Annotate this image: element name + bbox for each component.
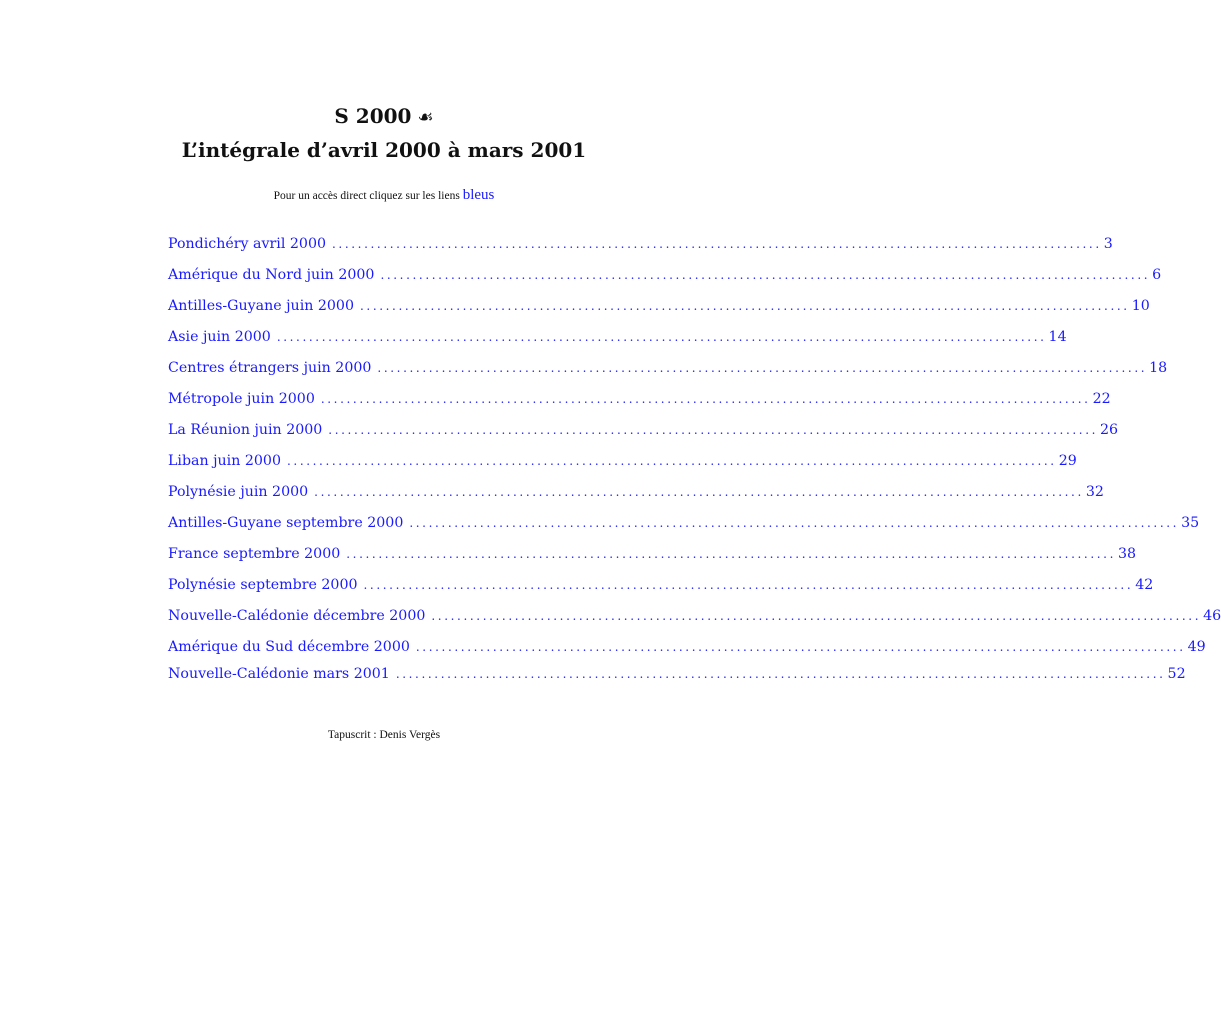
toc-leader-dots: ........................................................................................................................ (415, 640, 1186, 654)
toc-leader-dots: ........................................................................................................................ (377, 361, 1148, 375)
toc-page-number: 10 (1131, 298, 1150, 314)
toc-link[interactable] (168, 666, 1186, 693)
toc-page-number: 35 (1181, 515, 1200, 531)
toc-leader-dots: ........................................................................................................................ (346, 547, 1116, 561)
toc-label: France septembre 2000 (168, 546, 341, 562)
toc-page-number: 49 (1187, 639, 1206, 655)
toc-leader-dots: ........................................................................................................................ (359, 299, 1130, 313)
toc-link[interactable] (168, 484, 1104, 515)
toc-label: Nouvelle-Calédonie décembre 2000 (168, 608, 426, 624)
toc-leader-dots: ........................................................................................................................ (314, 485, 1084, 499)
table-of-contents (168, 236, 1221, 693)
toc-label: Polynésie septembre 2000 (168, 577, 358, 593)
toc-link[interactable] (168, 453, 1077, 484)
toc-page-number: 26 (1100, 422, 1119, 438)
toc-page-number: 32 (1085, 484, 1104, 500)
toc-leader-dots: ........................................................................................................................ (276, 330, 1047, 344)
fleuron-ornament-icon: ☙ (417, 107, 434, 128)
toc-link[interactable] (168, 267, 1162, 298)
title-text: S 2000 (334, 104, 412, 128)
toc-link[interactable] (168, 577, 1154, 608)
toc-leader-dots: ........................................................................................................................ (431, 609, 1202, 623)
toc-page-number: 46 (1203, 608, 1221, 624)
toc-label: Nouvelle-Calédonie mars 2001 (168, 666, 390, 682)
toc-label: Métropole juin 2000 (168, 391, 315, 407)
toc-link[interactable] (168, 515, 1200, 546)
toc-link[interactable] (168, 422, 1119, 453)
intro-link-word: bleus (462, 187, 495, 203)
toc-label: Centres étrangers juin 2000 (168, 360, 372, 376)
toc-page-number: 22 (1092, 391, 1111, 407)
toc-page-number: 52 (1167, 666, 1186, 682)
toc-leader-dots: ........................................................................................................................ (332, 237, 1102, 251)
toc-label: La Réunion juin 2000 (168, 422, 323, 438)
toc-link[interactable] (168, 639, 1206, 666)
toc-page-number: 3 (1103, 236, 1113, 252)
author-credit: Tapuscrit : Denis Vergès (327, 729, 441, 741)
toc-link[interactable] (168, 546, 1137, 577)
toc-page-number: 42 (1135, 577, 1154, 593)
toc-label: Pondichéry avril 2000 (168, 236, 327, 252)
toc-page-number: 38 (1118, 546, 1137, 562)
toc-page-number: 6 (1152, 267, 1162, 283)
toc-leader-dots: ........................................................................................................................ (286, 454, 1057, 468)
document-header (0, 100, 768, 166)
toc-link[interactable] (168, 360, 1168, 391)
intro-instruction (0, 185, 768, 206)
toc-link[interactable] (168, 391, 1111, 422)
toc-link[interactable] (168, 329, 1067, 360)
toc-leader-dots: ........................................................................................................................ (409, 516, 1180, 530)
toc-label: Amérique du Nord juin 2000 (168, 267, 375, 283)
toc-label: Liban juin 2000 (168, 453, 281, 469)
toc-label: Asie juin 2000 (168, 329, 271, 345)
toc-page-number: 29 (1058, 453, 1077, 469)
toc-label: Antilles-Guyane septembre 2000 (168, 515, 404, 531)
toc-page-number: 14 (1048, 329, 1067, 345)
toc-leader-dots: ........................................................................................................................ (395, 667, 1166, 681)
toc-leader-dots: ........................................................................................................................ (320, 392, 1091, 406)
toc-link[interactable] (168, 608, 1221, 639)
toc-leader-dots: ........................................................................................................................ (328, 423, 1099, 437)
toc-label: Amérique du Sud décembre 2000 (168, 639, 410, 655)
toc-page-number: 18 (1149, 360, 1168, 376)
toc-leader-dots: ........................................................................................................................ (380, 268, 1151, 282)
toc-label: Antilles-Guyane juin 2000 (168, 298, 354, 314)
toc-link[interactable] (168, 236, 1113, 267)
toc-leader-dots: ........................................................................................................................ (363, 578, 1134, 592)
toc-label: Polynésie juin 2000 (168, 484, 309, 500)
document-title (0, 100, 768, 134)
document-subtitle: L’intégrale d’avril 2000 à mars 2001 (181, 138, 587, 162)
toc-link[interactable] (168, 298, 1150, 329)
intro-text: Pour un accès direct cliquez sur les liens (273, 190, 460, 202)
